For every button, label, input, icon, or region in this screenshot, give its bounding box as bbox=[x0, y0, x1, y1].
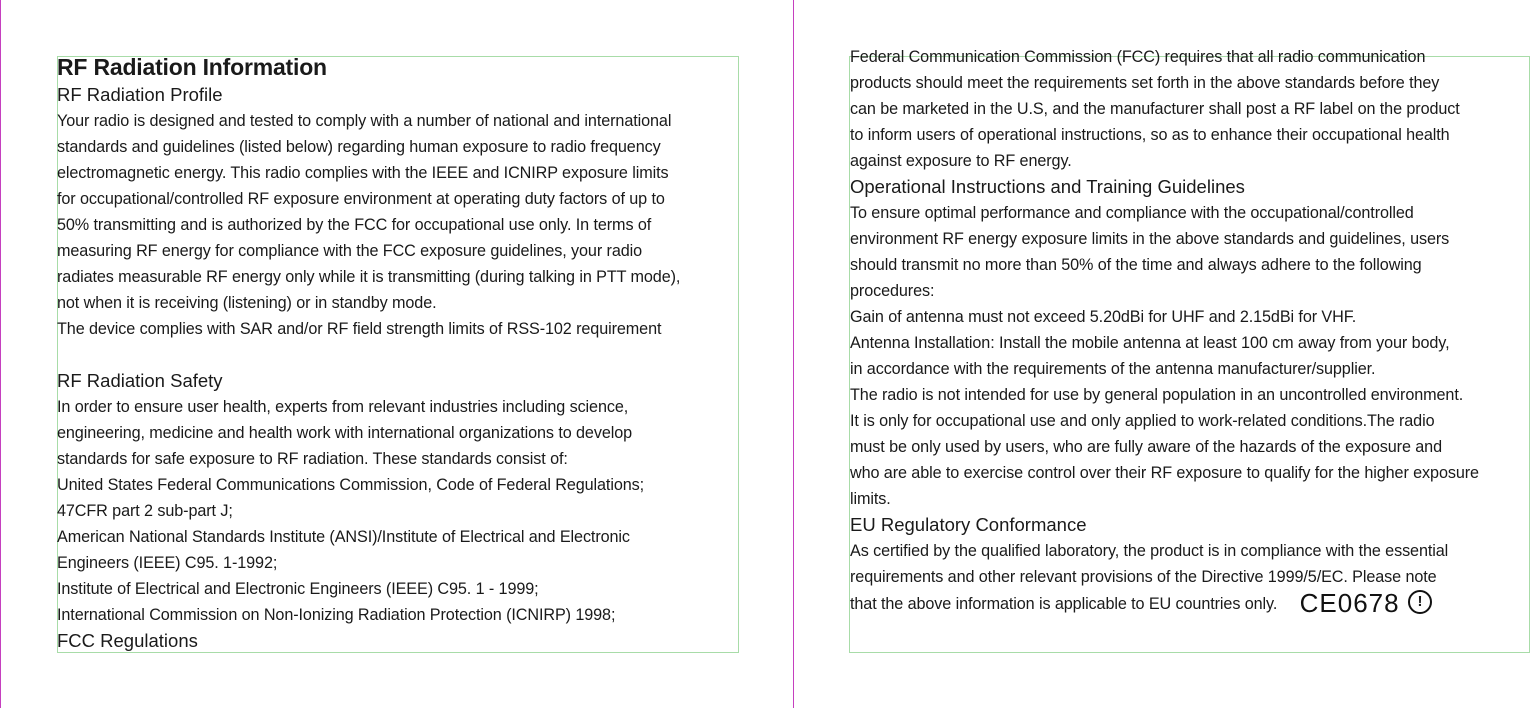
text-line: electromagnetic energy. This radio complies with the IEEE and ICNIRP exposure limits bbox=[57, 164, 669, 182]
text-line: American National Standards Institute (ANSI)/Institute of Electrical and Electronic bbox=[57, 528, 630, 546]
text-line-with-marks bbox=[850, 590, 1540, 617]
text-line: As certified by the qualified laboratory, the product is in compliance with the essential bbox=[850, 542, 1449, 560]
profile-heading: RF Radiation Profile bbox=[57, 84, 223, 105]
text-line: It is only for occupational use and only applied to work-related conditions.The radio bbox=[850, 412, 1435, 430]
text-line: who are able to exercise control over their RF exposure to qualify for the higher exposure bbox=[850, 464, 1479, 482]
text-line: radiates measurable RF energy only while it is transmitting (during talking in PTT mode), bbox=[57, 268, 681, 286]
fcc-text bbox=[850, 44, 1540, 174]
text-line: Engineers (IEEE) C95. 1-1992; bbox=[57, 554, 278, 572]
text-line: measuring RF energy for compliance with the FCC exposure guidelines, your radio bbox=[57, 242, 643, 260]
text-line: that the above information is applicable to EU countries only. bbox=[850, 595, 1278, 613]
ops-text bbox=[850, 200, 1540, 512]
text-line: limits. bbox=[850, 490, 891, 508]
text-line: Antenna Installation: Install the mobile antenna at least 100 cm away from your body, bbox=[850, 334, 1450, 352]
text-line: for occupational/controlled RF exposure environment at operating duty factors of up to bbox=[57, 190, 665, 208]
text-line: can be marketed in the U.S, and the manufacturer shall post a RF label on the product bbox=[850, 100, 1460, 118]
text-line: standards and guidelines (listed below) regarding human exposure to radio frequency bbox=[57, 138, 661, 156]
text-line: Federal Communication Commission (FCC) requires that all radio communication bbox=[850, 48, 1426, 66]
text-line: engineering, medicine and health work with international organizations to develop bbox=[57, 424, 633, 442]
safety-text bbox=[57, 394, 757, 628]
text-line: products should meet the requirements set forth in the above standards before they bbox=[850, 74, 1440, 92]
left-column bbox=[57, 54, 757, 654]
text-line: must be only used by users, who are fully aware of the hazards of the exposure and bbox=[850, 438, 1442, 456]
fcc-heading: FCC Regulations bbox=[57, 630, 198, 651]
text-line: Gain of antenna must not exceed 5.20dBi for UHF and 2.15dBi for VHF. bbox=[850, 308, 1357, 326]
text-line: To ensure optimal performance and compliance with the occupational/controlled bbox=[850, 204, 1414, 222]
ops-heading: Operational Instructions and Training Guidelines bbox=[850, 176, 1245, 197]
text-line: in accordance with the requirements of the antenna manufacturer/supplier. bbox=[850, 360, 1376, 378]
text-line: The radio is not intended for use by general population in an uncontrolled environment. bbox=[850, 386, 1464, 404]
right-column bbox=[850, 44, 1540, 617]
alert-class-icon: ! bbox=[1408, 590, 1432, 614]
text-line: requirements and other relevant provisions of the Directive 1999/5/EC. Please note bbox=[850, 568, 1437, 586]
text-line: not when it is receiving (listening) or in standby mode. bbox=[57, 294, 437, 312]
text-line: should transmit no more than 50% of the time and always adhere to the following bbox=[850, 256, 1422, 274]
text-line: procedures: bbox=[850, 282, 935, 300]
text-line: against exposure to RF energy. bbox=[850, 152, 1072, 170]
text-line: United States Federal Communications Commission, Code of Federal Regulations; bbox=[57, 476, 645, 494]
text-line: to inform users of operational instructions, so as to enhance their occupational health bbox=[850, 126, 1450, 144]
eu-text bbox=[850, 538, 1540, 617]
page-title: RF Radiation Information bbox=[57, 54, 327, 80]
text-line: In order to ensure user health, experts from relevant industries including science, bbox=[57, 398, 629, 416]
spacer bbox=[57, 342, 757, 368]
text-line: standards for safe exposure to RF radiation. These standards consist of: bbox=[57, 450, 568, 468]
profile-text bbox=[57, 108, 757, 342]
text-line: The device complies with SAR and/or RF field strength limits of RSS-102 requirement bbox=[57, 320, 662, 338]
eu-heading: EU Regulatory Conformance bbox=[850, 514, 1087, 535]
text-line: 47CFR part 2 sub-part J; bbox=[57, 502, 233, 520]
text-line: Your radio is designed and tested to comply with a number of national and international bbox=[57, 112, 672, 130]
ce-mark: CE0678 bbox=[1299, 588, 1400, 618]
text-line: International Commission on Non-Ionizing Radiation Protection (ICNIRP) 1998; bbox=[57, 606, 616, 624]
right-page bbox=[794, 0, 1540, 708]
text-line: Institute of Electrical and Electronic Engineers (IEEE) C95. 1 - 1999; bbox=[57, 580, 539, 598]
safety-heading: RF Radiation Safety bbox=[57, 370, 223, 391]
text-line: environment RF energy exposure limits in the above standards and guidelines, users bbox=[850, 230, 1450, 248]
text-line: 50% transmitting and is authorized by the FCC for occupational use only. In terms of bbox=[57, 216, 652, 234]
